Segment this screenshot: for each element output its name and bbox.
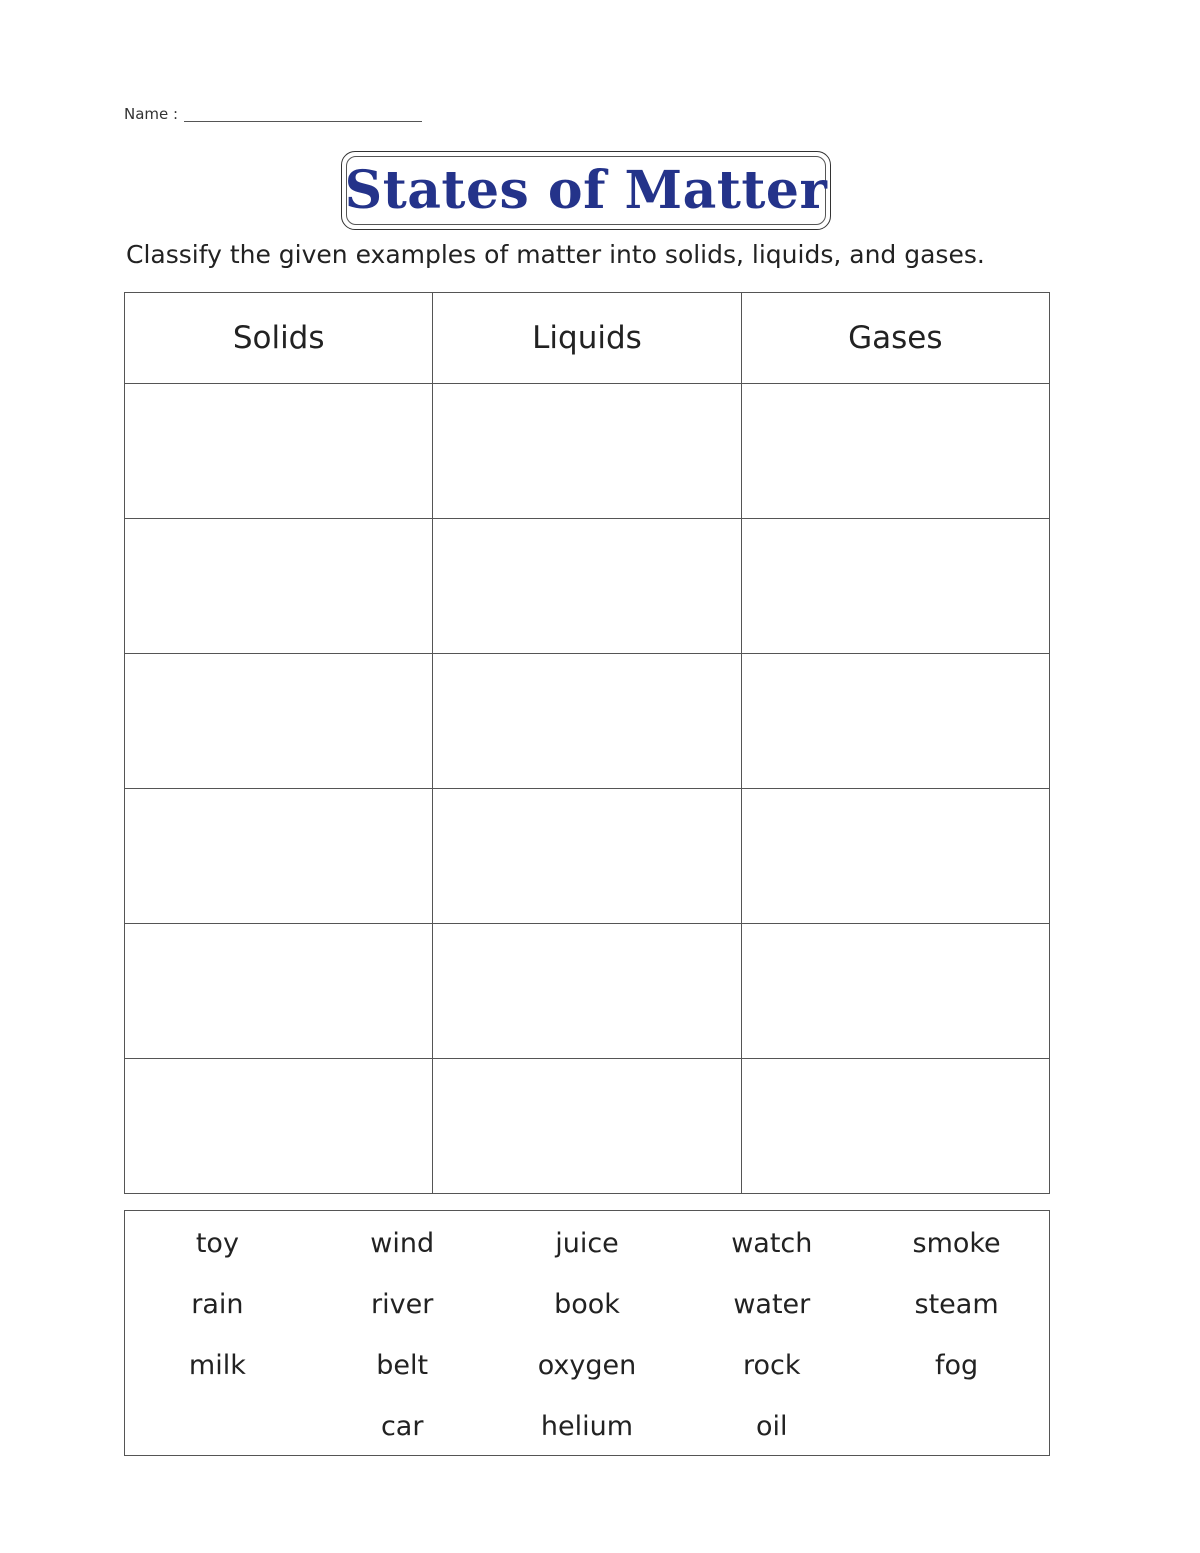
answer-cell-solids[interactable]: [125, 519, 433, 654]
table-row: [125, 384, 1050, 519]
page-title: States of Matter: [344, 160, 828, 221]
answer-cell-gases[interactable]: [741, 654, 1049, 789]
word-bank-item: fog: [935, 1350, 979, 1381]
answer-cell-gases[interactable]: [741, 519, 1049, 654]
table-header-row: [125, 293, 1050, 384]
column-header-gases: Gases: [741, 293, 1049, 384]
word-bank-item: oxygen: [537, 1350, 637, 1381]
table-row: [125, 1059, 1050, 1194]
answer-cell-gases[interactable]: [741, 924, 1049, 1059]
answer-cell-liquids[interactable]: [433, 519, 741, 654]
word-bank-item: smoke: [912, 1228, 1001, 1259]
answer-cell-gases[interactable]: [741, 789, 1049, 924]
answer-cell-gases[interactable]: [741, 384, 1049, 519]
word-bank-item: wind: [370, 1228, 435, 1259]
title-box: [341, 151, 831, 230]
word-bank-item: rock: [743, 1350, 801, 1381]
word-bank-item: steam: [914, 1289, 999, 1320]
answer-cell-liquids[interactable]: [433, 789, 741, 924]
name-line[interactable]: [184, 121, 422, 122]
word-bank-item: [125, 1396, 310, 1457]
word-bank-item: milk: [188, 1350, 246, 1381]
word-bank-item: [864, 1396, 1049, 1457]
column-header-solids: Solids: [125, 293, 433, 384]
table-row: [125, 924, 1050, 1059]
name-label: Name :: [124, 105, 179, 123]
column-header-liquids: Liquids: [433, 293, 741, 384]
word-bank-item: belt: [376, 1350, 429, 1381]
answer-cell-solids[interactable]: [125, 384, 433, 519]
answer-cell-solids[interactable]: [125, 1059, 433, 1194]
answer-cell-solids[interactable]: [125, 654, 433, 789]
classification-table: [124, 292, 1050, 1194]
table-row: [125, 519, 1050, 654]
word-bank: [124, 1210, 1050, 1456]
word-bank-item: juice: [555, 1228, 619, 1259]
answer-cell-solids[interactable]: [125, 789, 433, 924]
answer-cell-liquids[interactable]: [433, 384, 741, 519]
word-bank-item: river: [371, 1289, 434, 1320]
table-row: [125, 654, 1050, 789]
word-bank-item: oil: [756, 1411, 788, 1442]
answer-cell-solids[interactable]: [125, 924, 433, 1059]
table-body: [125, 384, 1050, 1194]
answer-cell-gases[interactable]: [741, 1059, 1049, 1194]
answer-cell-liquids[interactable]: [433, 1059, 741, 1194]
instructions: Classify the given examples of matter into solids, liquids, and gases.: [126, 240, 985, 269]
word-bank-item: water: [733, 1289, 811, 1320]
answer-cell-liquids[interactable]: [433, 924, 741, 1059]
answer-cell-liquids[interactable]: [433, 654, 741, 789]
word-bank-item: toy: [195, 1228, 239, 1259]
word-bank-item: book: [554, 1289, 620, 1320]
word-bank-item: rain: [191, 1289, 244, 1320]
name-field: [124, 104, 422, 124]
word-bank-item: watch: [731, 1228, 813, 1259]
word-bank-item: helium: [540, 1411, 634, 1442]
table-row: [125, 789, 1050, 924]
word-bank-item: car: [380, 1411, 424, 1442]
